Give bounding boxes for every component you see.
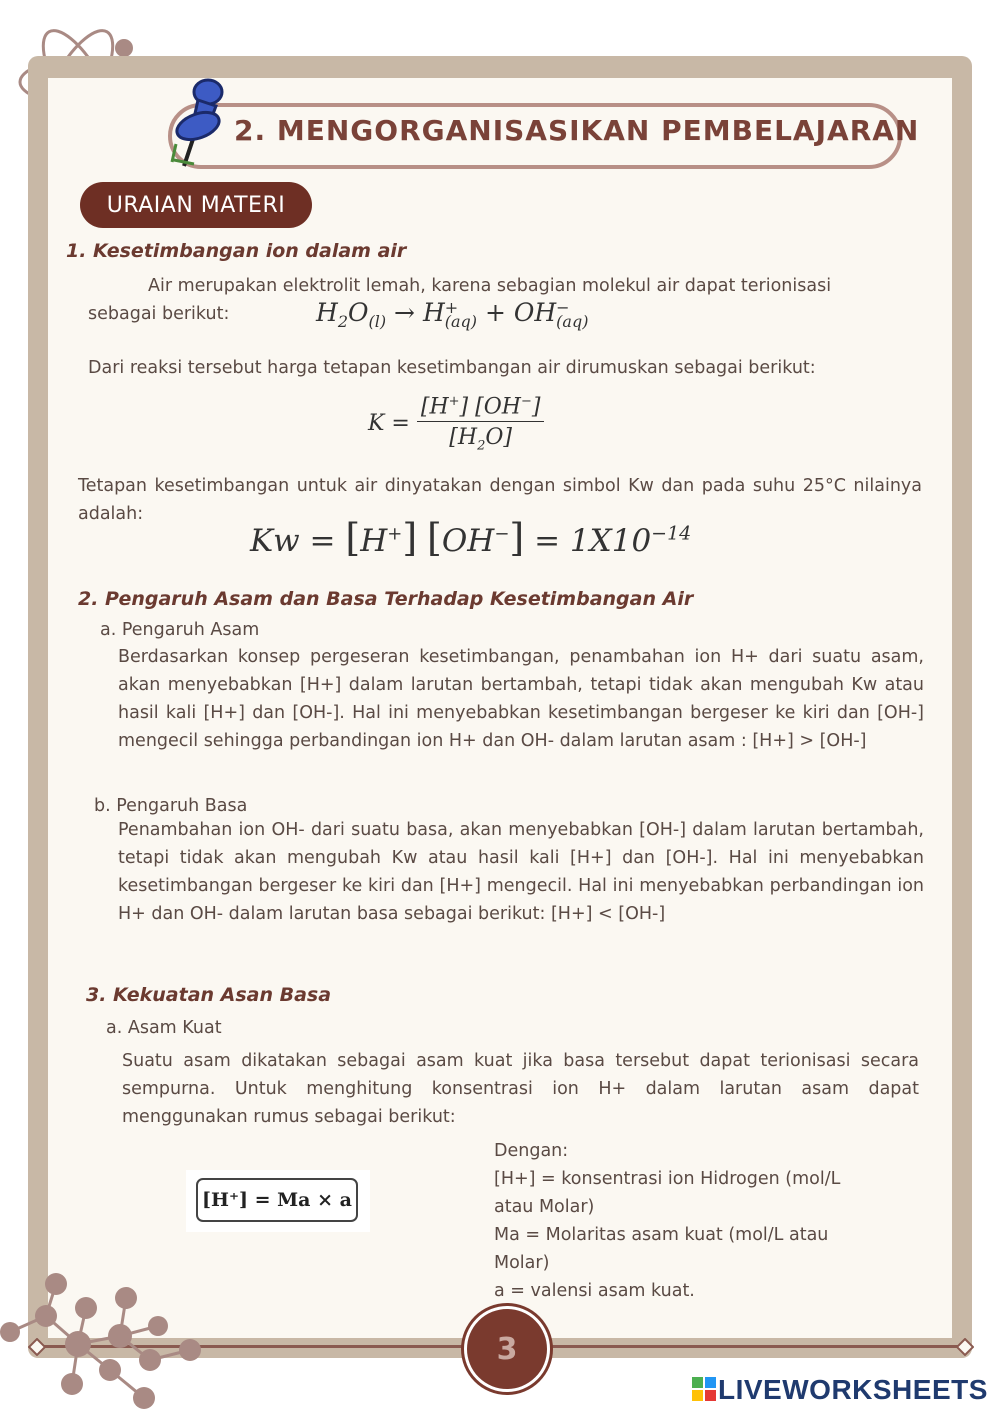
intro-paragraph-line2: sebagai berikut: xyxy=(88,304,230,324)
section-heading-2: 2. Pengaruh Asam dan Basa Terhadap Kesetimbangan Air xyxy=(78,588,694,610)
section-badge: URAIAN MATERI xyxy=(80,182,312,228)
formula-image xyxy=(186,1170,370,1232)
diamond-right-icon xyxy=(956,1338,974,1356)
strong-acid-formula: [H⁺] = Ma × a xyxy=(196,1178,358,1222)
acid-effect-body: Berdasarkan konsep pergeseran kesetimbangan, penambahan ion H+ dari suatu asam, akan menyebabkan [H+] dalam larutan bertambah, tetapi tidak akan mengubah Kw atau hasil kali [H+] dan [OH-]. Hal ini menyebabkan kesetimbangan bergeser ke kiri dan [OH-] mengecil sehingga perbandingan ion H+ dan OH- dalam larutan asam : [H+] > [OH-] xyxy=(118,647,924,751)
kw-text: Tetapan kesetimbangan untuk air dinyatakan dengan simbol Kw dan pada suhu 25°C nilainya adalah: xyxy=(78,476,922,524)
acid-effect-title: a. Pengaruh Asam xyxy=(100,620,260,640)
legend-line: Ma = Molaritas asam kuat (mol/L atau Molar) xyxy=(494,1225,829,1273)
strong-acid-body: Suatu asam dikatakan sebagai asam kuat jika basa tersebut dapat terionisasi secara sempurna. Untuk menghitung konsentrasi ion H+ dalam larutan asam dapat menggunakan rumus sebagai berikut: xyxy=(122,1051,919,1127)
molecule-network-icon xyxy=(0,1266,210,1414)
legend-line: Dengan: xyxy=(494,1141,569,1161)
legend-line: [H+] = konsentrasi ion Hidrogen (mol/L atau Molar) xyxy=(494,1169,841,1217)
strong-acid-title: a. Asam Kuat xyxy=(106,1018,222,1038)
intro-paragraph-line1: Air merupakan elektrolit lemah, karena sebagian molekul air dapat terionisasi xyxy=(148,276,832,296)
base-effect-body: Penambahan ion OH- dari suatu basa, akan menyebabkan [OH-] dalam larutan bertambah, tetapi tidak akan mengubah Kw atau hasil kali [H+] dan [OH-]. Hal ini menyebabkan kesetimbangan bergeser ke kiri dan [H+] mengecil. Hal ini menyebabkan perbandingan ion H+ dan OH- dalam larutan basa sebagai berikut: [H+] < [OH-] xyxy=(118,820,924,924)
ionization-equation: $H_2O_{(l)} \to H$ + (aq) + OH − (aq) xyxy=(316,297,589,331)
legend-line: a = valensi asam kuat. xyxy=(494,1281,695,1301)
section-heading-1: 1. Kesetimbangan ion dalam air xyxy=(66,240,407,262)
equilibrium-constant-formula: K = $\frac{[H^+] [OH^-]}{[H_2O]}$ xyxy=(368,394,544,454)
kw-formula: Kw = [H+] $[OH^-] = 1X10^{-14}$ xyxy=(250,516,692,560)
section-heading-3: 3. Kekuatan Asan Basa xyxy=(86,984,332,1006)
base-effect-title: b. Pengaruh Basa xyxy=(94,796,248,816)
equilibrium-text: Dari reaksi tersebut harga tetapan kesetimbangan air dirumuskan sebagai berikut: xyxy=(88,358,816,378)
brand-watermark: LIVEWORKSHEETS xyxy=(718,1374,988,1405)
page-number: 3 xyxy=(464,1306,550,1392)
variable-legend xyxy=(494,1137,884,1305)
liveworksheets-logo-icon xyxy=(692,1377,716,1401)
pushpin-icon xyxy=(164,74,234,174)
page-title: 2. MENGORGANISASIKAN PEMBELAJARAN xyxy=(234,114,920,147)
